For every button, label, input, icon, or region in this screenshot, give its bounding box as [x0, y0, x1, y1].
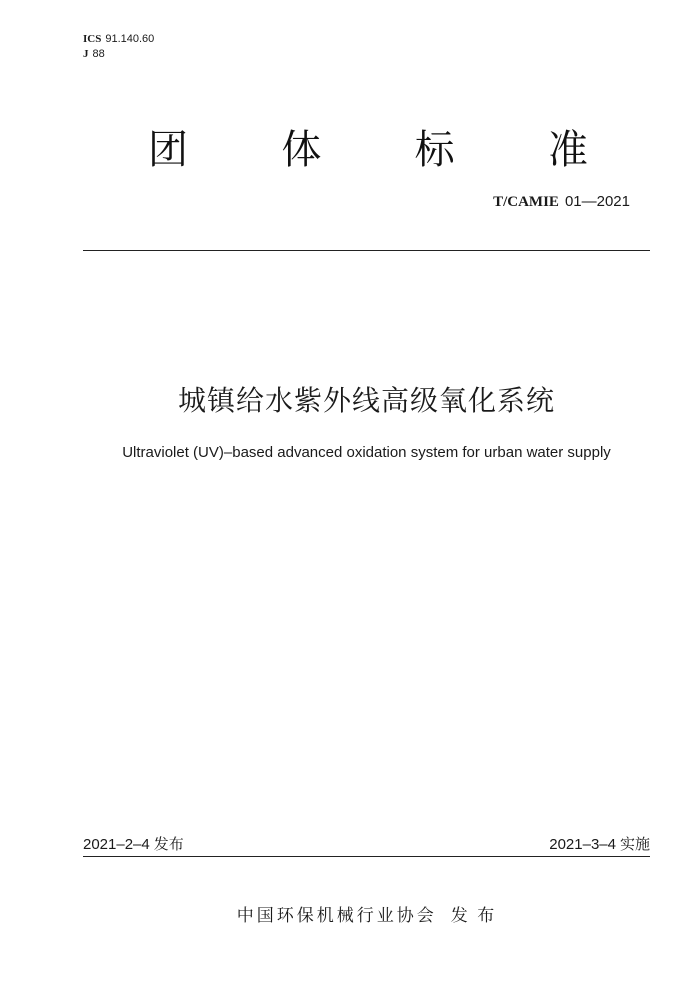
- standard-number: [493, 193, 630, 211]
- doc-type-char: 团: [148, 127, 188, 173]
- title-chinese: 城镇给水紫外线高级氧化系统: [177, 384, 555, 417]
- ics-prefix: ICS: [83, 33, 102, 45]
- implement-date-value: 2021–3–4: [549, 836, 616, 853]
- document-type-heading: [148, 126, 588, 174]
- ccs-prefix: J: [83, 48, 89, 60]
- issuer: [83, 905, 650, 927]
- implement-date: [549, 834, 650, 855]
- top-divider: [83, 250, 650, 251]
- doc-type-char: 体: [281, 127, 322, 173]
- doc-type-char: 准: [547, 127, 588, 173]
- publish-date-label: 发布: [153, 835, 184, 853]
- ccs-code: 88: [92, 48, 105, 60]
- ics-classification: [83, 33, 154, 46]
- ccs-classification: [83, 48, 105, 61]
- ics-code: 91.140.60: [105, 33, 155, 45]
- standard-number-prefix: T/CAMIE: [493, 194, 559, 210]
- bottom-divider: [83, 856, 650, 857]
- publish-date: [83, 834, 184, 855]
- standard-number-code: 01—2021: [564, 193, 630, 210]
- issuer-name: 中国环保机械行业协会: [236, 906, 437, 926]
- implement-date-label: 实施: [619, 835, 650, 853]
- publish-date-value: 2021–2–4: [83, 836, 150, 853]
- issuer-action: 发 布: [450, 906, 497, 926]
- doc-type-char: 标: [414, 127, 455, 173]
- title-english: Ultraviolet (UV)–based advanced oxidation system for urban water supply: [122, 444, 611, 461]
